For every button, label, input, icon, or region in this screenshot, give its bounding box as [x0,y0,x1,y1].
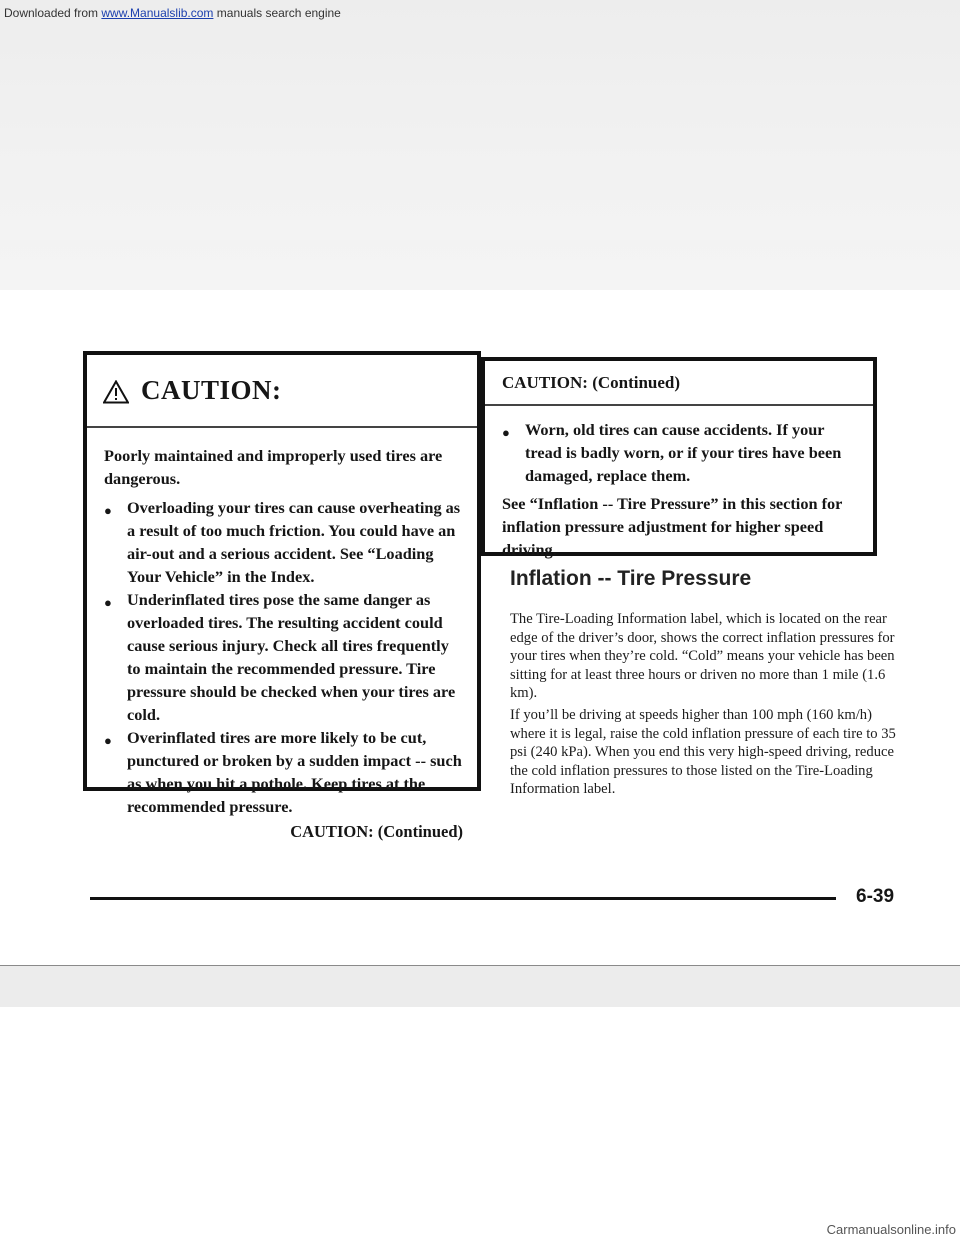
caution-bullet-overinflated [104,726,463,818]
scan-edge-line [0,965,960,966]
bullet-icon: ● [104,595,112,610]
caution-bullet-worn-tires [502,418,859,487]
paragraph-tire-loading-label: The Tire-Loading Information label, which is located on the rear edge of the driver’s door, shows the correct inflation pressures for your tires when they’re cold. “Cold” means your vehicle has been sitting for at least three hours or driven no more than 1 mile (1.6 km). [510,611,895,702]
caution-intro: Poorly maintained and improperly used tires are dangerous. [104,446,443,488]
warning-triangle-icon [103,380,129,404]
watermark-suffix: manuals search engine [213,6,341,20]
bullet-text: Underinflated tires pose the same danger as overloaded tires. The resulting accident could cause serious injury. Check all tires frequently to maintain the recommended pressure. Tire pressure should be checked when your tires are cold. [127,590,456,724]
caution-continued-label: CAUTION: (Continued) [290,822,463,841]
watermark-header [4,6,341,20]
scan-top-margin [0,0,960,290]
caution-title: CAUTION: [141,375,282,405]
caution-bullet-overloading [104,496,463,588]
caution-body [87,428,477,843]
bullet-text: Worn, old tires can cause accidents. If your tread is badly worn, or if your tires have been damaged, replace them. [525,420,842,485]
watermark-footer: Carmanualsonline.info [826,1222,956,1237]
page-number: 6-39 [856,886,895,907]
section-heading: Inflation -- Tire Pressure [510,567,752,590]
caution-bullet-underinflated [104,588,463,726]
caution-continued-box [481,357,877,559]
manualslib-link[interactable]: www.Manualslib.com [101,6,214,20]
scan-bottom-margin [0,965,960,1007]
caution-continued-header: CAUTION: (Continued) [485,361,873,406]
caution-continued-body [485,406,873,561]
caution-see-also: See “Inflation -- Tire Pressure” in this section for inflation pressure adjustment for higher speed driving. [502,494,843,559]
bullet-text: Overloading your tires can cause overheating as a result of too much friction. You could have an air-out and a serious accident. See “Loading Your Vehicle” in the Index. [127,498,461,586]
bullet-icon: ● [104,733,112,748]
bullet-icon: ● [502,425,510,440]
caution-header [87,355,477,428]
bullet-icon: ● [104,503,112,518]
bullet-text: Overinflated tires are more likely to be cut, punctured or broken by a sudden impact -- such as when you hit a pothole. Keep tires at the recommended pressure. [127,728,462,816]
watermark-prefix: Downloaded from [4,6,102,20]
paragraph-high-speed: If you’ll be driving at speeds higher than 100 mph (160 km/h) where it is legal, raise the cold inflation pressure of each tire to 35 psi (240 kPa). When you end this very high-speed driving, reduce the cold inflation pressures to those listed on the Tire-Loading Information label. [510,707,896,798]
footer-rule [90,897,836,900]
caution-box [83,351,481,841]
